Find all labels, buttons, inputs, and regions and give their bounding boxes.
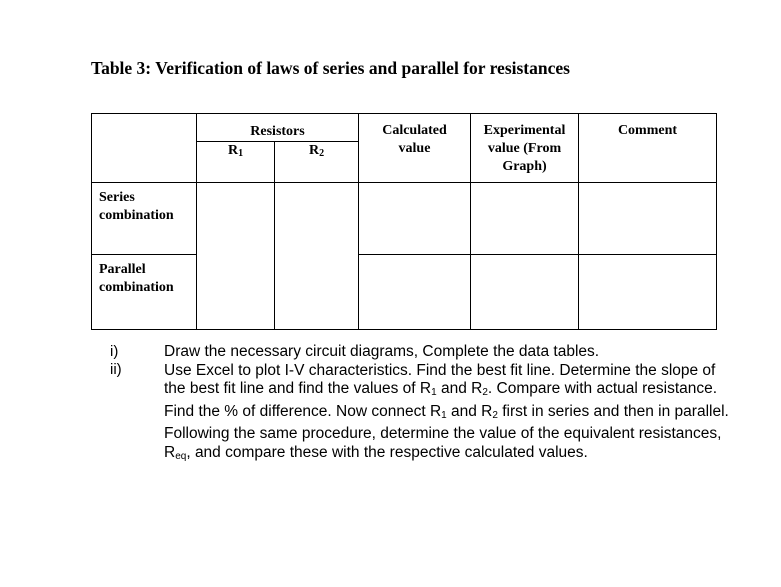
list-numbers	[110, 343, 132, 379]
table-title: Table 3: Verification of laws of series and parallel for resistances	[91, 58, 570, 78]
list-number-2: ii)	[110, 361, 122, 378]
cell-parallel-comment[interactable]	[579, 255, 717, 330]
header-resistors: Resistors	[197, 114, 359, 142]
cell-series-comment[interactable]	[579, 183, 717, 255]
cell-series-calculated[interactable]	[359, 183, 471, 255]
header-calculated-value: Calculated value	[359, 114, 471, 183]
cell-parallel-calculated[interactable]	[359, 255, 471, 330]
row-label-parallel: Parallel combination	[92, 255, 197, 330]
cell-r2[interactable]	[275, 183, 359, 330]
cell-parallel-experimental[interactable]	[471, 255, 579, 330]
instruction-item-2: Use Excel to plot I-V characteristics. Find the best fit line. Determine the slope of the best fit line and find the values of $R_1$ and $R_2$. Compare with actual resistance. Find the % of difference. Now connect $R_1$ and $R_2$ first in series and then in parallel. Following the same procedure, determine the value of the equivalent resistances, $R_{eq}$, and compare these with the respective calculated values.	[164, 361, 729, 462]
header-experimental-value: Experimental value (From Graph)	[471, 114, 579, 183]
cell-r1[interactable]	[197, 183, 275, 330]
data-table	[91, 113, 717, 330]
cell-series-experimental[interactable]	[471, 183, 579, 255]
header-blank-cell	[92, 114, 197, 183]
row-label-series: Series combination	[92, 183, 197, 255]
list-number-1: i)	[110, 343, 119, 360]
header-r1: $R_1$	[197, 142, 275, 183]
instruction-item-1: Draw the necessary circuit diagrams, Complete the data tables.	[164, 343, 600, 360]
header-comment: Comment	[579, 114, 717, 183]
header-r2: $R_2$	[275, 142, 359, 183]
instructions	[164, 343, 729, 467]
